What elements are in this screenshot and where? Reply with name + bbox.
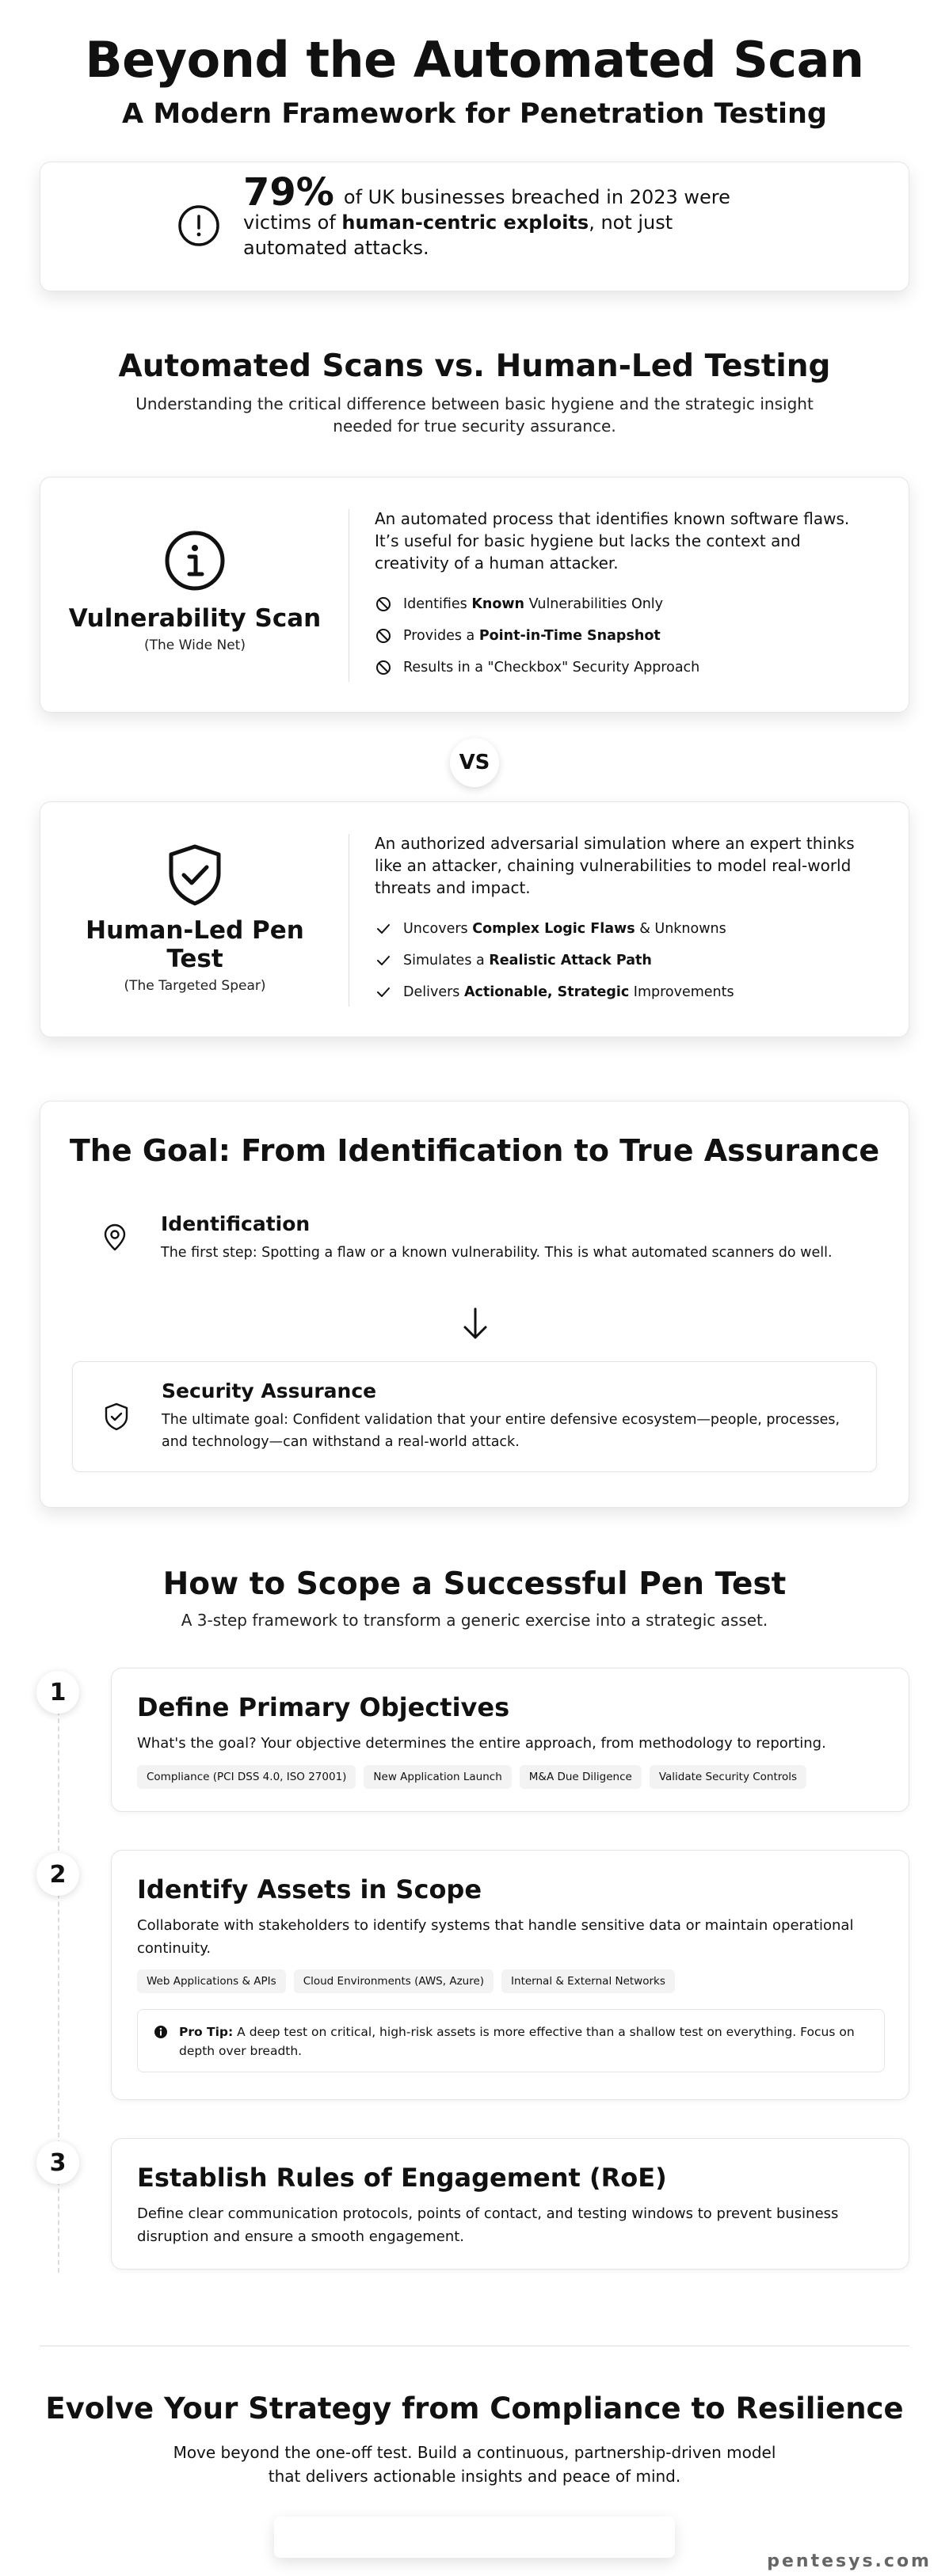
- pen-test-heading: Human-Led Pen Test: [86, 916, 304, 973]
- goal-title: The Goal: From Identification to True Assurance: [69, 1133, 880, 1168]
- shield-check-icon: [162, 842, 228, 908]
- info-circle-icon: [154, 2025, 168, 2039]
- check-icon: [375, 952, 392, 969]
- vulnerability-scan-description: An automated process that identifies known software flaws. It’s useful for basic hygiene but lacks the context and creativity of a human attacker.: [375, 509, 850, 573]
- list-item: [375, 945, 866, 976]
- goal-step-title: Security Assurance: [162, 1379, 377, 1402]
- tag: New Application Launch: [364, 1765, 511, 1789]
- point-text: Uncovers: [403, 921, 473, 937]
- list-item: [375, 588, 866, 620]
- tag: Web Applications & APIs: [137, 1969, 286, 1993]
- point-text: Improvements: [629, 984, 734, 1000]
- step-title: Establish Rules of Engagement (RoE): [137, 2163, 667, 2193]
- asset-tags: [137, 1969, 675, 1993]
- point-text: Provides a: [403, 628, 479, 644]
- tag: Internal & External Networks: [501, 1969, 675, 1993]
- goal-step-assurance: [72, 1361, 877, 1472]
- pro-tip-label: Pro Tip:: [179, 2025, 234, 2039]
- vulnerability-scan-summary: [40, 528, 349, 653]
- vulnerability-scan-heading: Vulnerability Scan: [68, 604, 322, 633]
- list-item: [375, 913, 866, 945]
- stat-text-before: of UK businesses breached in 2023 were victims of: [243, 186, 730, 234]
- page-title: Beyond the Automated Scan: [85, 31, 864, 89]
- arrow-down-icon: [462, 1306, 489, 1341]
- goal-step-description: The first step: Spotting a flaw or a known vulnerability. This is what automated scanners do well.: [161, 1245, 833, 1261]
- pro-tip-text: A deep test on critical, high-risk assets is more effective than a shallow test on everything. Focus on depth over breadth.: [179, 2025, 855, 2058]
- pen-test-details: [375, 832, 866, 1008]
- ban-icon: [375, 659, 392, 676]
- point-bold: Known: [471, 596, 524, 612]
- step-title: Identify Assets in Scope: [137, 1874, 482, 1904]
- step-description: Collaborate with stakeholders to identify systems that handle sensitive data or maintain operational continuity.: [137, 1917, 854, 1957]
- pen-test-description: An authorized adversarial simulation where an expert thinks like an attacker, chaining vulnerabilities to model real-world threats and impact.: [375, 834, 855, 897]
- comparison-description: Understanding the critical difference between basic hygiene and the strategic insight needed for true security assurance.: [135, 394, 814, 436]
- step-description: What's the goal? Your objective determines the entire approach, from methodology to reporting.: [137, 1735, 826, 1752]
- point-text: Results in a "Checkbox" Security Approach: [403, 660, 700, 675]
- list-item: [375, 652, 866, 683]
- ban-icon: [375, 595, 392, 613]
- tag: Compliance (PCI DSS 4.0, ISO 27001): [137, 1765, 356, 1789]
- pen-test-points: [375, 913, 866, 1008]
- step-number: 2: [36, 1853, 79, 1896]
- goal-step-description: The ultimate goal: Confident validation that your entire defensive ecosystem—people, processes, and technology—can withstand a real-world attack.: [162, 1412, 840, 1450]
- cta-button[interactable]: [274, 2517, 675, 2558]
- vulnerability-scan-caption: (The Wide Net): [144, 637, 246, 653]
- map-pin-icon: [102, 1223, 128, 1252]
- goal-step-identification: [72, 1212, 872, 1284]
- tag: M&A Due Diligence: [520, 1765, 642, 1789]
- vulnerability-scan-card: [40, 477, 909, 713]
- scope-title: How to Scope a Successful Pen Test: [162, 1566, 787, 1602]
- step-number: 3: [36, 2141, 79, 2184]
- step-number: 1: [36, 1671, 79, 1714]
- pen-test-summary: [40, 842, 349, 994]
- stat-card: [40, 162, 909, 291]
- point-bold: Point-in-Time Snapshot: [478, 628, 661, 644]
- step-card-assets: [111, 1850, 909, 2100]
- pen-test-card: [40, 801, 909, 1037]
- point-text: Simulates a: [403, 953, 490, 968]
- stat-text-after: , not just automated attacks.: [243, 211, 673, 259]
- goal-step-title: Identification: [161, 1212, 311, 1235]
- point-bold: Actionable, Strategic: [463, 984, 630, 1000]
- point-bold: Complex Logic Flaws: [472, 921, 635, 937]
- point-text: Vulnerabilities Only: [524, 596, 664, 612]
- info-circle-icon: [162, 528, 227, 593]
- point-text: Delivers: [403, 984, 464, 1000]
- step-title: Define Primary Objectives: [137, 1692, 510, 1722]
- stat-number: 79%: [243, 170, 334, 215]
- list-item: [375, 976, 866, 1008]
- check-icon: [375, 920, 392, 938]
- footer-brand: pentesys.com: [767, 2551, 932, 2571]
- pen-test-caption: (The Targeted Spear): [124, 978, 266, 994]
- pro-tip-box: [137, 2009, 885, 2072]
- step-card-roe: [111, 2138, 909, 2270]
- stat-text-bold: human-centric exploits: [341, 211, 589, 234]
- exclamation-circle-icon: [177, 204, 221, 248]
- vulnerability-scan-points: [375, 588, 866, 683]
- tag: Cloud Environments (AWS, Azure): [294, 1969, 494, 1993]
- ban-icon: [375, 627, 392, 645]
- vulnerability-scan-details: [375, 508, 866, 683]
- vs-badge: VS: [450, 738, 499, 787]
- point-bold: Realistic Attack Path: [489, 953, 652, 968]
- goal-card: [40, 1101, 909, 1508]
- page-subtitle: A Modern Framework for Penetration Testing: [122, 98, 827, 130]
- list-item: [375, 620, 866, 652]
- step-description: Define clear communication protocols, points of contact, and testing windows to prevent business disruption and ensure a smooth engagement.: [137, 2205, 839, 2245]
- check-icon: [375, 984, 392, 1001]
- scope-description: A 3-step framework to transform a generic exercise into a strategic asset.: [181, 1611, 768, 1630]
- objective-tags: [137, 1765, 806, 1789]
- point-text: & Unknowns: [635, 921, 726, 937]
- comparison-title: Automated Scans vs. Human-Led Testing: [118, 348, 831, 384]
- timeline-line: [58, 1695, 59, 2273]
- step-card-objectives: [111, 1668, 909, 1812]
- tag: Validate Security Controls: [650, 1765, 806, 1789]
- cta-description: Move beyond the one-off test. Build a continuous, partnership-driven model that delivers actionable insights and peace of mind.: [173, 2443, 776, 2486]
- point-text: Identifies: [403, 596, 472, 612]
- stat-text: [243, 170, 750, 261]
- shield-check-icon: [103, 1402, 130, 1432]
- cta-title: Evolve Your Strategy from Compliance to Resilience: [45, 2391, 904, 2426]
